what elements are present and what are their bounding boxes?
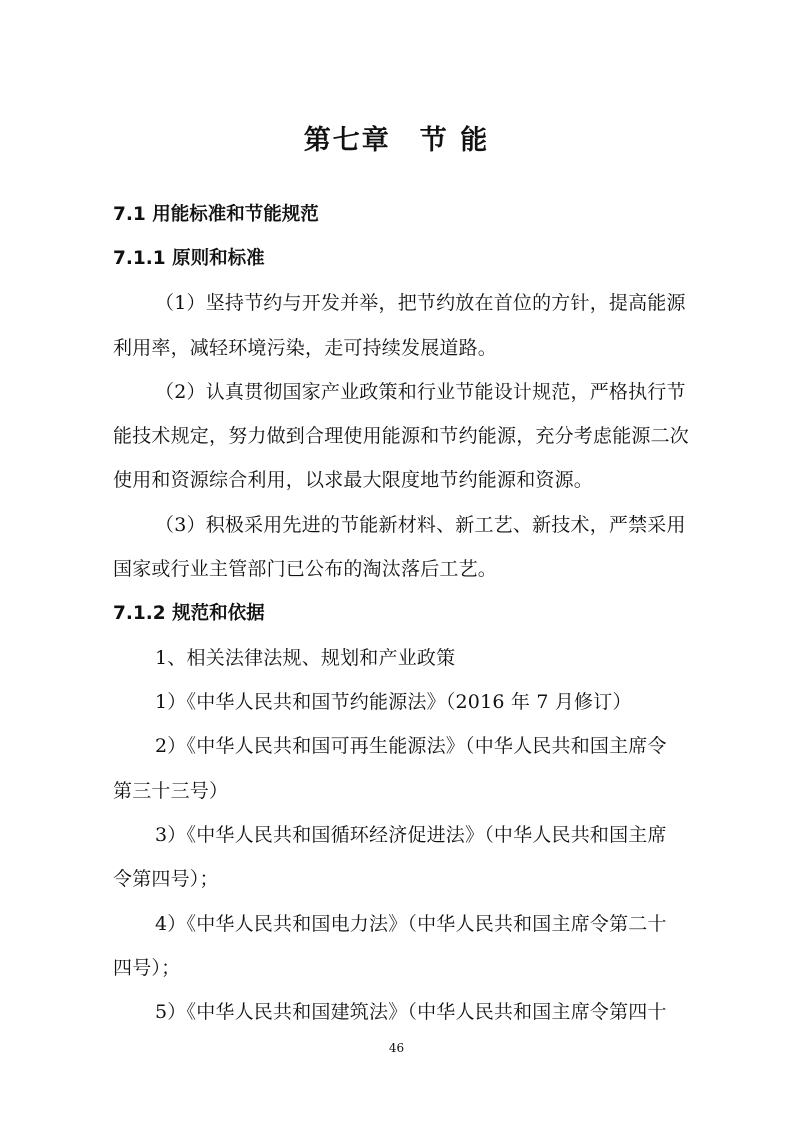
paragraph-2-line-2: 能技术规定，努力做到合理使用能源和节约能源，充分考虑能源二次 xyxy=(113,425,690,447)
law-item-3-line-1: 3）《中华人民共和国循环经济促进法》（中华人民共和国主席 xyxy=(155,824,667,846)
section-heading-7-1-2: 7.1.2 规范和依据 xyxy=(113,603,265,624)
paragraph-1-line-2: 利用率，减轻环境污染，走可持续发展道路。 xyxy=(113,337,498,359)
law-item-2-line-1: 2）《中华人民共和国可再生能源法》（中华人民共和国主席令 xyxy=(155,735,667,757)
paragraph-2-line-3: 使用和资源综合利用，以求最大限度地节约能源和资源。 xyxy=(113,469,594,491)
paragraph-1-line-1: （1）坚持节约与开发并举，把节约放在首位的方针，提高能源 xyxy=(155,292,686,314)
section-heading-7-1-1: 7.1.1 原则和标准 xyxy=(113,248,265,269)
paragraph-3-line-1: （3）积极采用先进的节能新材料、新工艺、新技术，严禁采用 xyxy=(155,514,686,536)
section-heading-7-1: 7.1 用能标准和节能规范 xyxy=(113,204,319,225)
list-intro: 1、相关法律法规、规划和产业政策 xyxy=(155,647,456,669)
law-item-5-line-1: 5）《中华人民共和国建筑法》（中华人民共和国主席令第四十 xyxy=(155,1001,667,1023)
page-number: 46 xyxy=(388,1041,405,1055)
law-item-3-line-2: 令第四号）； xyxy=(113,868,219,890)
law-item-2-line-2: 第三十三号） xyxy=(113,780,229,802)
paragraph-3-line-2: 国家或行业主管部门已公布的淘汰落后工艺。 xyxy=(113,558,498,580)
law-item-1-line-1: 1）《中华人民共和国节约能源法》（2016 年 7 月修订） xyxy=(155,691,632,713)
law-item-4-line-1: 4）《中华人民共和国电力法》（中华人民共和国主席令第二十 xyxy=(155,913,667,935)
chapter-title: 第七章 节 能 xyxy=(303,125,490,156)
paragraph-2-line-1: （2）认真贯彻国家产业政策和行业节能设计规范，严格执行节 xyxy=(155,381,686,403)
law-item-4-line-2: 四号）； xyxy=(113,957,181,979)
